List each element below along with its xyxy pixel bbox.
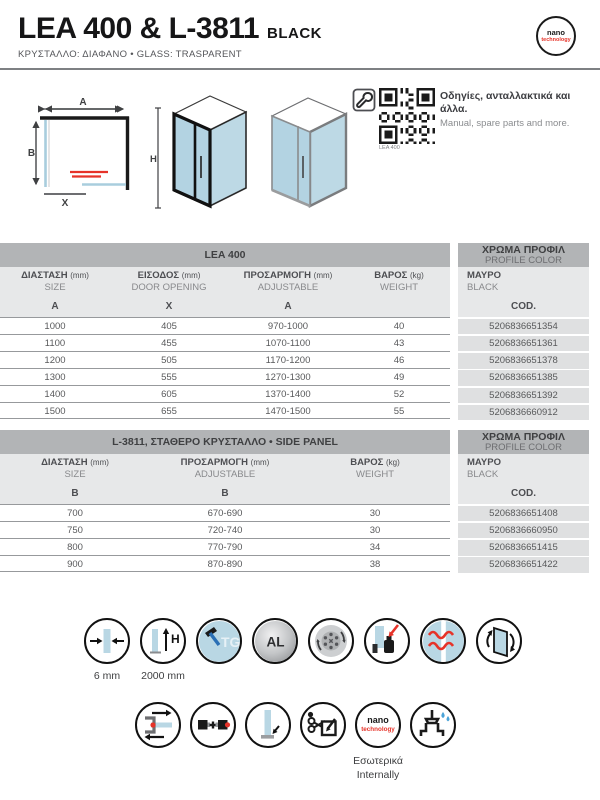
manual-text-english: Manual, spare parts and more.: [440, 118, 570, 130]
isometric-drawing-black: [148, 84, 254, 218]
table1-dim-x: X: [165, 301, 173, 312]
product-code: 5206836651378: [458, 353, 589, 368]
nano-logo-text: nano: [547, 27, 565, 37]
svg-text:H: H: [171, 632, 180, 646]
product-code: 5206836651422: [458, 557, 589, 572]
reversible-installation-icon: [476, 618, 522, 664]
table2-col-adjustable: ΠΡΟΣΑΡΜΟΓΗ (mm) ADJUSTABLE: [180, 457, 270, 480]
table1-profile-color-column: [458, 243, 589, 420]
table2-dim-b: B: [71, 488, 79, 499]
header-divider: [0, 68, 600, 70]
product-code: 5206836651415: [458, 540, 589, 555]
sliding-adjustment-icon: [135, 702, 181, 748]
profile-color-header-gr: ΧΡΩΜΑ ΠΡΟΦΙΛ: [482, 243, 565, 256]
table-row: 1000 405 970-1000 40: [0, 317, 450, 334]
svg-text:AL: AL: [266, 634, 284, 649]
cod-label: COD.: [511, 300, 536, 312]
table2-col-size: ΔΙΑΣΤΑΣΗ (mm) SIZE: [41, 457, 109, 480]
table-lea400: [0, 243, 600, 420]
table1-col-size: ΔΙΑΣΤΑΣΗ (mm) SIZE: [21, 270, 89, 293]
manual-text-greek: Οδηγίες, ανταλλακτικά και άλλα.: [440, 90, 571, 116]
product-code: 5206836651408: [458, 506, 589, 521]
table1-title: LEA 400: [0, 243, 450, 267]
nano-technology-icon: nano technology: [355, 702, 401, 748]
cut-to-size-icon: [300, 702, 346, 748]
shower-mixer-icon: [410, 702, 456, 748]
table1-col-weight: ΒΑΡΟΣ (kg) WEIGHT: [374, 270, 424, 293]
product-code: 5206836651392: [458, 388, 589, 403]
product-code: 5206836651385: [458, 370, 589, 385]
dim-h-label: H: [150, 154, 157, 165]
feature-icons-row-1: [84, 618, 522, 682]
adjustable-height-icon: [140, 618, 186, 664]
table2-dim-b2: B: [221, 488, 229, 499]
table-row: 1400 605 1370-1400 52: [0, 385, 450, 402]
technical-drawings: [0, 82, 600, 234]
profile-color-header-en: PROFILE COLOR: [484, 254, 563, 266]
product-code: 5206836651361: [458, 336, 589, 351]
table2-col-weight: ΒΑΡΟΣ (kg) WEIGHT: [350, 457, 400, 480]
plan-view-drawing: [28, 96, 140, 208]
table-row: 900 870-890 38: [0, 555, 450, 572]
table1-col-door-opening: ΕΙΣΟΔΟΣ (mm) DOOR OPENING: [131, 270, 207, 293]
header: [18, 12, 582, 60]
profile-color-name-en: BLACK: [467, 281, 499, 293]
nano-caption: Εσωτερικά Internally: [353, 755, 403, 782]
dim-x-label: X: [61, 198, 69, 208]
qr-code: [379, 88, 435, 144]
nano-technology-logo: [536, 16, 576, 56]
glass-subtitle: ΚΡΥΣΤΑΛΛΟ: ΔΙΑΦΑΝΟ • GLASS: TRASPARENT: [18, 49, 242, 60]
roller-bearings-icon: [308, 618, 354, 664]
svg-text:TG: TG: [220, 633, 240, 650]
isometric-drawing-grey: [260, 88, 356, 216]
wrench-icon: [352, 88, 376, 112]
table-row: 1200 505 1170-1200 46: [0, 351, 450, 368]
table-row: 1100 455 1070-1100 43: [0, 334, 450, 351]
magnetic-closure-icon: [190, 702, 236, 748]
table1-dim-a2: A: [284, 301, 292, 312]
wave-seal-icon: [420, 618, 466, 664]
glass-thickness-icon: [84, 618, 130, 664]
dim-b-label: B: [28, 148, 36, 159]
nano-logo-subtext: technology: [541, 37, 571, 44]
table-row: 750 720-740 30: [0, 521, 450, 538]
dim-a-label: A: [79, 97, 87, 108]
table1-dim-a: A: [51, 301, 59, 312]
profile-color-name-gr: ΜΑΥΡΟ: [467, 457, 501, 468]
feature-icons-row-2: [135, 702, 456, 782]
table-row: 1500 655 1470-1500 55: [0, 402, 450, 419]
tempered-glass-icon: [196, 618, 242, 664]
product-code: 5206836660950: [458, 523, 589, 538]
profile-color-header-en: PROFILE COLOR: [484, 441, 563, 453]
table-row: 700 670-690 30: [0, 504, 450, 521]
glass-thickness-caption: 6 mm: [93, 670, 121, 682]
product-code: 5206836660912: [458, 405, 589, 420]
variant-label: BLACK: [267, 25, 323, 42]
lift-mechanism-icon: [364, 618, 410, 664]
aluminum-icon: [252, 618, 298, 664]
qr-caption: LEA 400: [379, 145, 400, 151]
product-code: 5206836651354: [458, 319, 589, 334]
fixed-panel-icon: [245, 702, 291, 748]
table2-title: L-3811, ΣΤΑΘΕΡΟ ΚΡΥΣΤΑΛΛΟ • SIDE PANEL: [0, 430, 450, 454]
profile-color-name-en: BLACK: [467, 468, 499, 480]
table-row: 800 770-790 34: [0, 538, 450, 555]
table1-col-adjustable: ΠΡΟΣΑΡΜΟΓΗ (mm) ADJUSTABLE: [243, 270, 333, 293]
table-row: 1300 555 1270-1300 49: [0, 368, 450, 385]
table2-profile-color-column: [458, 430, 589, 573]
cod-label: COD.: [511, 487, 536, 499]
table-l3811: [0, 430, 600, 573]
profile-color-name-gr: ΜΑΥΡΟ: [467, 270, 501, 281]
page-title: LEA 400 & L-3811: [18, 12, 260, 45]
profile-color-header-gr: ΧΡΩΜΑ ΠΡΟΦΙΛ: [482, 430, 565, 443]
height-caption: 2000 mm: [141, 670, 185, 682]
